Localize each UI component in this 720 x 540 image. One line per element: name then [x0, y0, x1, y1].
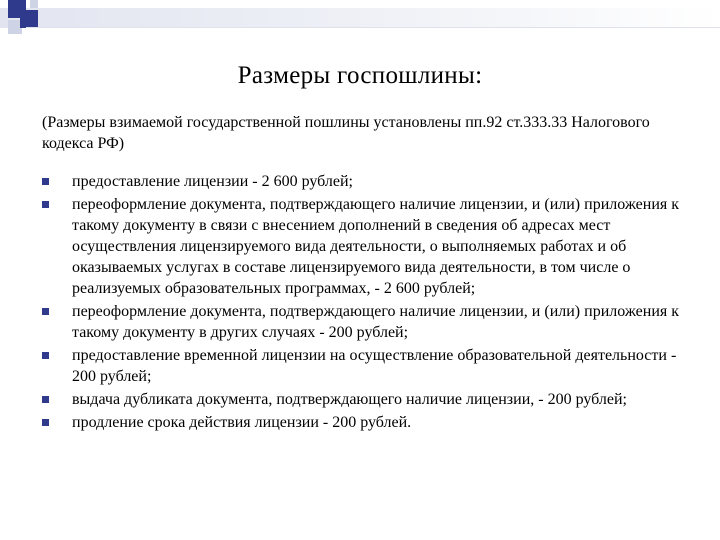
list-item-text: переоформление документа, подтверждающего наличие лицензии, и (или) приложения к такому документу в других случаях - 200 рублей; [72, 303, 680, 341]
square-bullet-icon [42, 396, 49, 403]
intro-paragraph: (Размеры взимаемой государственной пошлины установлены пп.92 ст.333.33 Налогового кодекса РФ) [42, 114, 650, 152]
square-bullet-icon [42, 419, 49, 426]
square-bullet-icon [42, 308, 49, 315]
list-item-text: предоставление временной лицензии на осуществление образовательной деятельности - 200 рублей; [72, 347, 677, 385]
list-item [42, 345, 692, 387]
list-item [42, 194, 692, 299]
square-bullet-icon [42, 201, 49, 208]
header-decoration-line [26, 27, 720, 28]
fee-list [42, 171, 692, 435]
list-item [42, 171, 692, 192]
header-decoration-square [20, 10, 38, 28]
list-item [42, 301, 692, 343]
slide-title: Размеры госпошлины: [237, 62, 483, 89]
list-item-text: выдача дубликата документа, подтверждающего наличие лицензии, - 200 рублей; [72, 391, 627, 408]
square-bullet-icon [42, 178, 49, 185]
list-item-text: переоформление документа, подтверждающего наличие лицензии, и (или) приложения к такому документу в связи с внесением дополнений в сведения об адресах мест осуществления лицензируемого вида деятельности, о выполняемых работах и об оказываемых услугах в составе лицензируемого вида деятельности, в том числе о реализуемых образовательных программах, - 2 600 рублей; [72, 196, 680, 297]
list-item [42, 412, 692, 433]
list-item [42, 389, 692, 410]
list-item-text: предоставление лицензии - 2 600 рублей; [72, 173, 353, 190]
header-decoration-band [0, 8, 720, 28]
header-decoration-square [30, 0, 38, 8]
square-bullet-icon [42, 352, 49, 359]
list-item-text: продление срока действия лицензии - 200 рублей. [72, 414, 412, 431]
